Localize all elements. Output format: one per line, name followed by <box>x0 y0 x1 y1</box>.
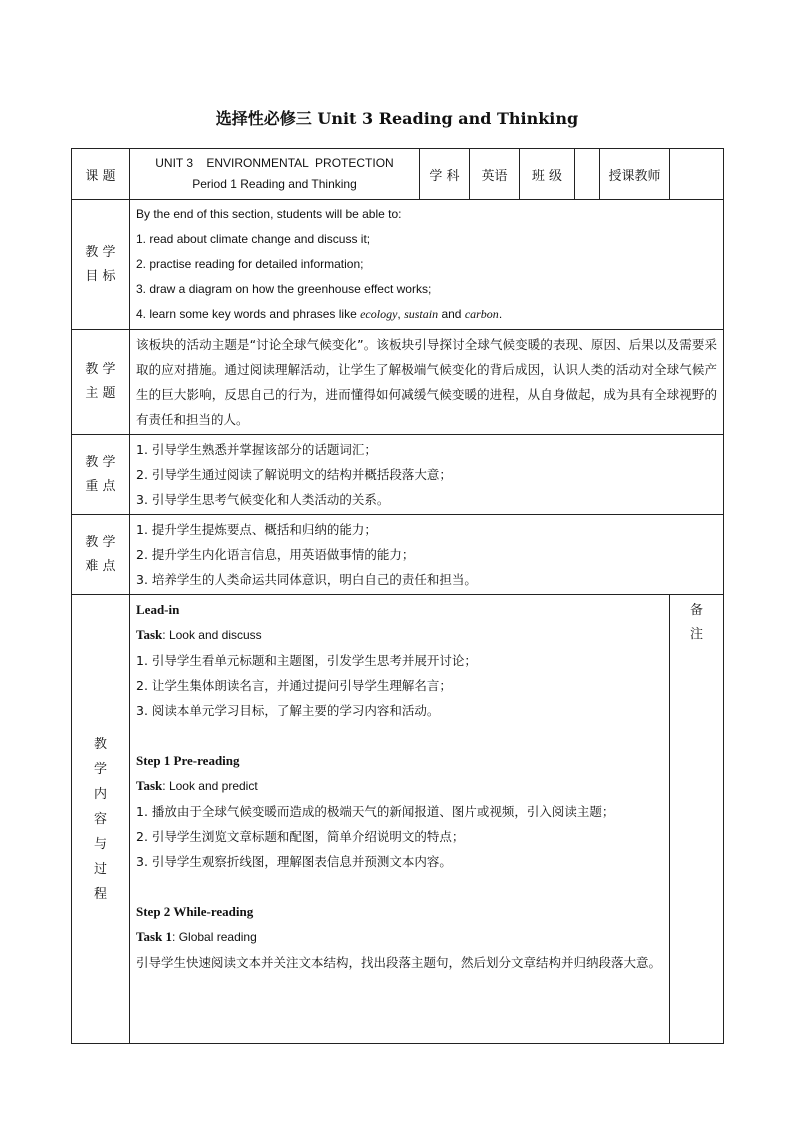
unit-line-1: UNIT 3 ENVIRONMENTAL PROTECTION <box>155 156 394 170</box>
teacher-label: 授课教师 <box>600 149 670 200</box>
topic-label: 课 题 <box>72 149 130 200</box>
difficulties-label <box>72 515 130 595</box>
difficulties-content <box>130 515 724 595</box>
objective-item: 1. read about climate change and discuss it; <box>136 232 371 246</box>
step1-item: 1. 播放由于全球气候变暖而造成的极端天气的新闻报道、图片或视频，引入阅读主题； <box>136 804 615 819</box>
leadin-item: 3. 阅读本单元学习目标，了解主要的学习内容和活动。 <box>136 703 440 718</box>
objective-item: 2. practise reading for detailed information; <box>136 257 364 271</box>
difficulty-item: 2. 提升学生内化语言信息，用英语做事情的能力； <box>136 547 415 562</box>
process-label-char: 过 <box>93 861 107 877</box>
process-label-char: 容 <box>93 811 107 827</box>
unit-title-cell <box>130 149 420 200</box>
objectives-label-1: 教 学 <box>85 244 116 260</box>
difficulty-item: 1. 提升学生提炼要点、概括和归纳的能力； <box>136 522 377 537</box>
process-row <box>72 595 724 1044</box>
step2-text: 引导学生快速阅读文本并关注文本结构，找出段落主题句，然后划分文章结构并归纳段落大意。 <box>136 955 662 970</box>
step1-task: Task: Look and predict <box>136 778 258 793</box>
objective-item: 3. draw a diagram on how the greenhouse effect works; <box>136 282 432 296</box>
theme-label-1: 教 学 <box>85 362 116 377</box>
key-point-item: 2. 引导学生通过阅读了解说明文的结构并概括段落大意； <box>136 467 452 482</box>
step2-title: Step 2 While-reading <box>136 904 254 919</box>
step2-task: Task 1: Global reading <box>136 929 257 944</box>
header-row <box>72 149 724 200</box>
objectives-label <box>72 200 130 330</box>
leadin-task: Task: Look and discuss <box>136 627 262 642</box>
process-content <box>130 595 670 1044</box>
subject-label: 学 科 <box>420 149 470 200</box>
difficulties-label-2: 难 点 <box>85 558 116 574</box>
lesson-plan-table <box>71 148 724 1044</box>
step1-item: 3. 引导学生观察折线图，理解图表信息并预测文本内容。 <box>136 854 452 869</box>
leadin-item: 2. 让学生集体朗读名言，并通过提问引导学生理解名言； <box>136 678 452 693</box>
difficulties-row <box>72 515 724 595</box>
objectives-label-2: 目 标 <box>85 268 116 284</box>
class-value <box>575 149 600 200</box>
process-label-char: 内 <box>93 786 107 802</box>
notes-label-1: 备 <box>689 603 703 618</box>
process-label-char: 程 <box>93 886 107 902</box>
step1-title: Step 1 Pre-reading <box>136 753 240 768</box>
theme-row <box>72 330 724 435</box>
theme-content: 该板块的活动主题是“讨论全球气候变化”。该板块引导探讨全球气候变暖的表现、原因、后果以及需要采取的应对措施。通过阅读理解活动，让学生了解极端气候变化的背后成因，认识人类的活动对全球气候产生的巨大影响，反思自己的行为，进而懂得如何减缓气候变暖的进程，从自身做起，成为具有全球视野的有责任和担当的人。 <box>130 330 724 435</box>
key-points-content <box>130 435 724 515</box>
key-points-label-2: 重 点 <box>85 478 116 494</box>
key-point-item: 3. 引导学生思考气候变化和人类活动的关系。 <box>136 492 390 507</box>
objective-item: 4. learn some key words and phrases like ecology, sustain and carbon. <box>136 307 503 321</box>
key-points-label <box>72 435 130 515</box>
key-points-label-1: 教 学 <box>85 454 116 470</box>
unit-line-2: Period 1 Reading and Thinking <box>192 177 357 191</box>
difficulties-label-1: 教 学 <box>85 534 116 550</box>
notes-label-2: 注 <box>689 627 703 642</box>
key-point-item: 1. 引导学生熟悉并掌握该部分的话题词汇； <box>136 442 377 457</box>
objectives-intro: By the end of this section, students will be able to: <box>136 207 402 221</box>
teacher-value <box>670 149 724 200</box>
leadin-title: Lead-in <box>136 602 180 617</box>
page-title: 选择性必修三 Unit 3 Reading and Thinking <box>215 109 579 128</box>
objectives-row <box>72 200 724 330</box>
subject-value: 英语 <box>470 149 520 200</box>
theme-label <box>72 330 130 435</box>
process-label-char: 与 <box>93 836 107 852</box>
process-label-char: 教 <box>93 736 107 752</box>
theme-label-2: 主 题 <box>85 386 116 401</box>
step1-item: 2. 引导学生浏览文章标题和配图，简单介绍说明文的特点； <box>136 829 465 844</box>
process-label <box>72 595 130 1044</box>
objectives-content <box>130 200 724 330</box>
notes-cell <box>670 595 724 1044</box>
key-points-row <box>72 435 724 515</box>
leadin-item: 1. 引导学生看单元标题和主题图，引发学生思考并展开讨论； <box>136 653 477 668</box>
class-label: 班 级 <box>520 149 575 200</box>
process-label-char: 学 <box>93 761 107 777</box>
difficulty-item: 3. 培养学生的人类命运共同体意识，明白自己的责任和担当。 <box>136 572 477 587</box>
